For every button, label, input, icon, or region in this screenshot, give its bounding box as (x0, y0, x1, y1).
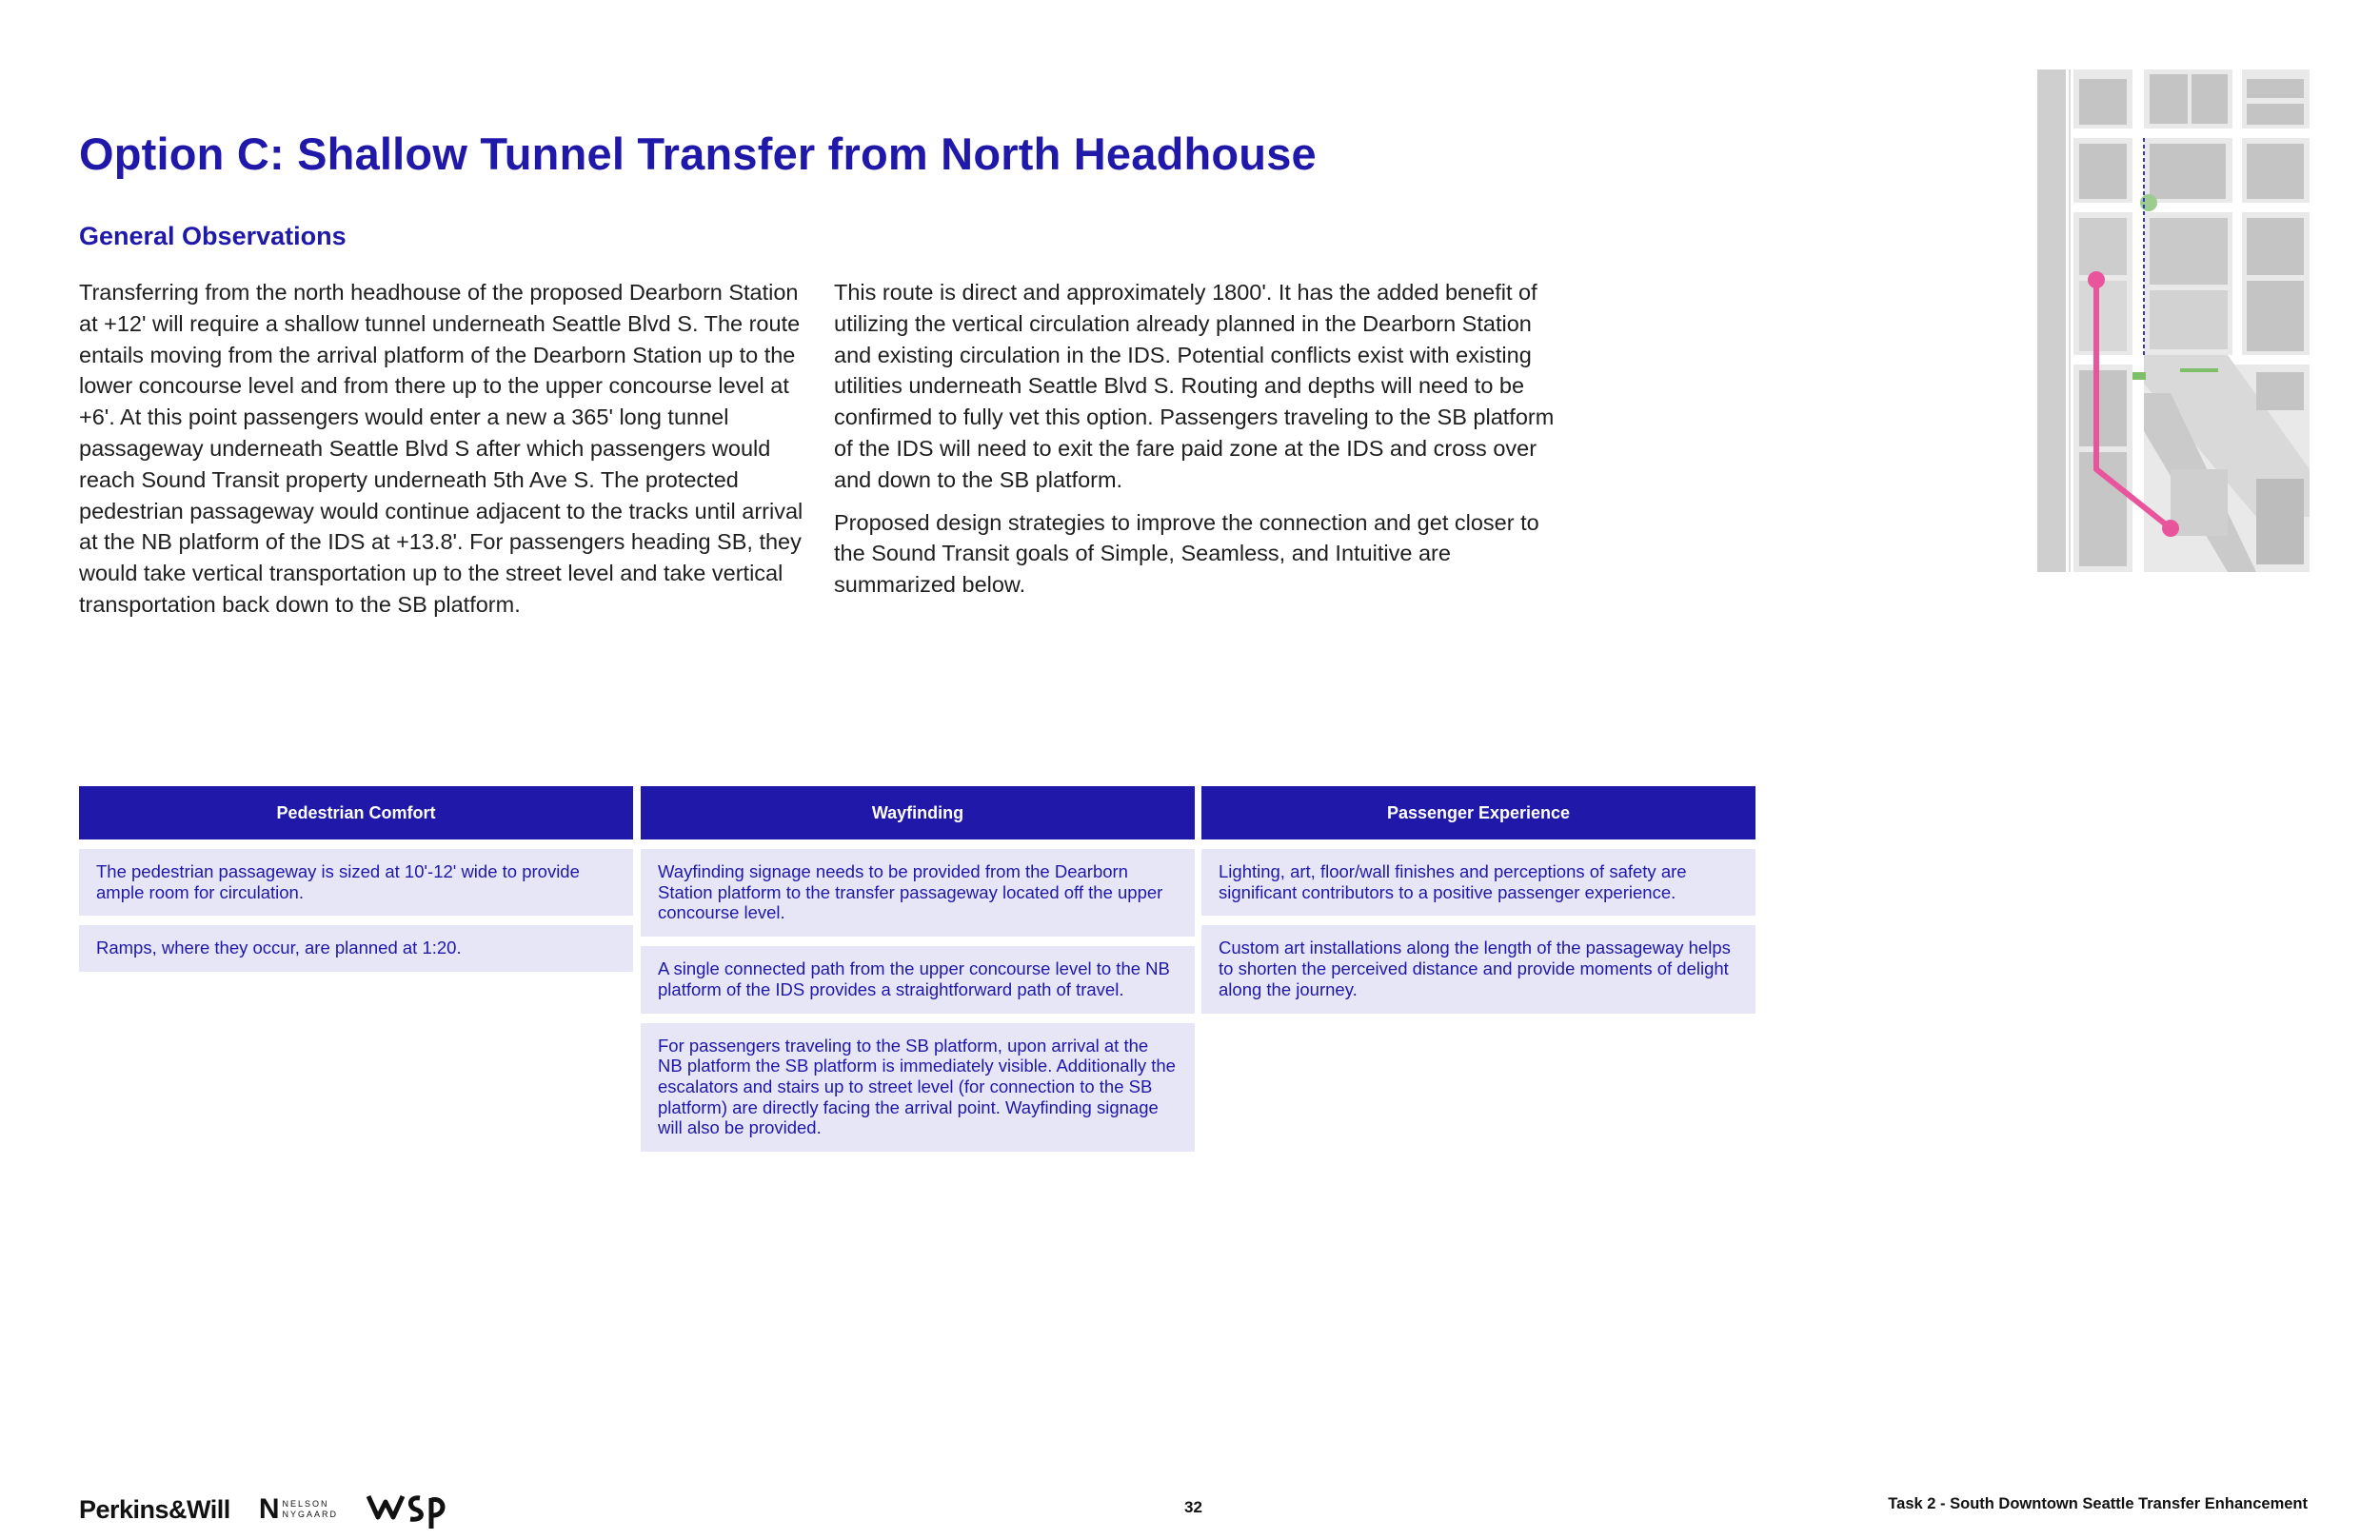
document-title: Task 2 - South Downtown Seattle Transfer Enhancement (1888, 1495, 2308, 1512)
observations-left-column (79, 277, 812, 632)
strategy-card: Ramps, where they occur, are planned at 1:20. (79, 925, 633, 972)
strategy-card: Lighting, art, floor/wall finishes and perceptions of safety are significant contributors to a positive passenger experience. (1201, 849, 1755, 916)
nelson-nygaard-logo (259, 1495, 338, 1524)
page-number: 32 (1184, 1498, 1202, 1516)
footer-logos (79, 1491, 446, 1529)
observations-right-column (834, 277, 1557, 612)
nelson-nygaard-n: N (258, 1493, 280, 1525)
strategy-card: A single connected path from the upper concourse level to the NB platform of the IDS provides a straightforward path of travel. (641, 946, 1195, 1013)
wayfinding-column (641, 786, 1195, 1152)
paragraph: This route is direct and approximately 1800'. It has the added benefit of utilizing the vertical circulation already planned in the Dearborn Station and existing circulation in the IDS. Potential conflicts exist with existing utilities underneath Seattle Blvd S. Routing and depths will need to be confirmed to fully vet this option. Passengers traveling to the SB platform of the IDS will need to exit the fare paid zone at the IDS and cross over and down to the SB platform. (834, 280, 1555, 492)
strategy-card: Custom art installations along the length of the passageway helps to shorten the perceived distance and provide moments of delight along the journey. (1201, 925, 1755, 1013)
paragraph: Transferring from the north headhouse of the proposed Dearborn Station at +12' will require a shallow tunnel underneath Seattle Blvd S. The route entails moving from the arrival platform of the Dearborn Station up to the lower concourse level and from there up to the upper concourse level at +6'. At this point passengers would enter a new a 365' long tunnel passageway underneath Seattle Blvd S after which passengers would reach Sound Transit property underneath 5th Ave S. The protected pedestrian passageway would continue adjacent to the tracks until arrival at the NB platform of the IDS at +13.8'. For passengers heading SB, they would take vertical transportation up to the street level and take vertical transportation back down to the SB platform. (79, 280, 803, 617)
pedestrian-comfort-heading: Pedestrian Comfort (79, 786, 633, 839)
passenger-experience-heading: Passenger Experience (1201, 786, 1755, 839)
perkins-will-logo: Perkins&Will (79, 1494, 230, 1524)
strategy-card: The pedestrian passageway is sized at 10'-12' wide to provide ample room for circulation. (79, 849, 633, 916)
strategy-card: Wayfinding signage needs to be provided from the Dearborn Station platform to the transfer passageway located off the upper concourse level. (641, 849, 1195, 937)
wayfinding-heading: Wayfinding (641, 786, 1195, 839)
passenger-experience-column (1201, 786, 1755, 1014)
strategy-card: For passengers traveling to the SB platform, upon arrival at the NB platform the SB platform is immediately visible. Additionally the escalators and stairs up to street level (for connection to the SB platform) are directly facing the arrival point. Wayfinding signage will also be provided. (641, 1023, 1195, 1153)
site-plan-map-icon (2037, 69, 2310, 572)
nelson-nygaard-words (282, 1499, 338, 1520)
nelson-word: NELSON (282, 1499, 329, 1509)
wsp-logo (367, 1489, 446, 1530)
page-title: Option C: Shallow Tunnel Transfer from North Headhouse (79, 128, 1317, 179)
pedestrian-comfort-column (79, 786, 633, 972)
nygaard-word: NYGAARD (282, 1510, 338, 1519)
paragraph: Proposed design strategies to improve the connection and get closer to the Sound Transit goals of Simple, Seamless, and Intuitive are summarized below. (834, 509, 1539, 598)
section-subtitle: General Observations (79, 222, 347, 250)
